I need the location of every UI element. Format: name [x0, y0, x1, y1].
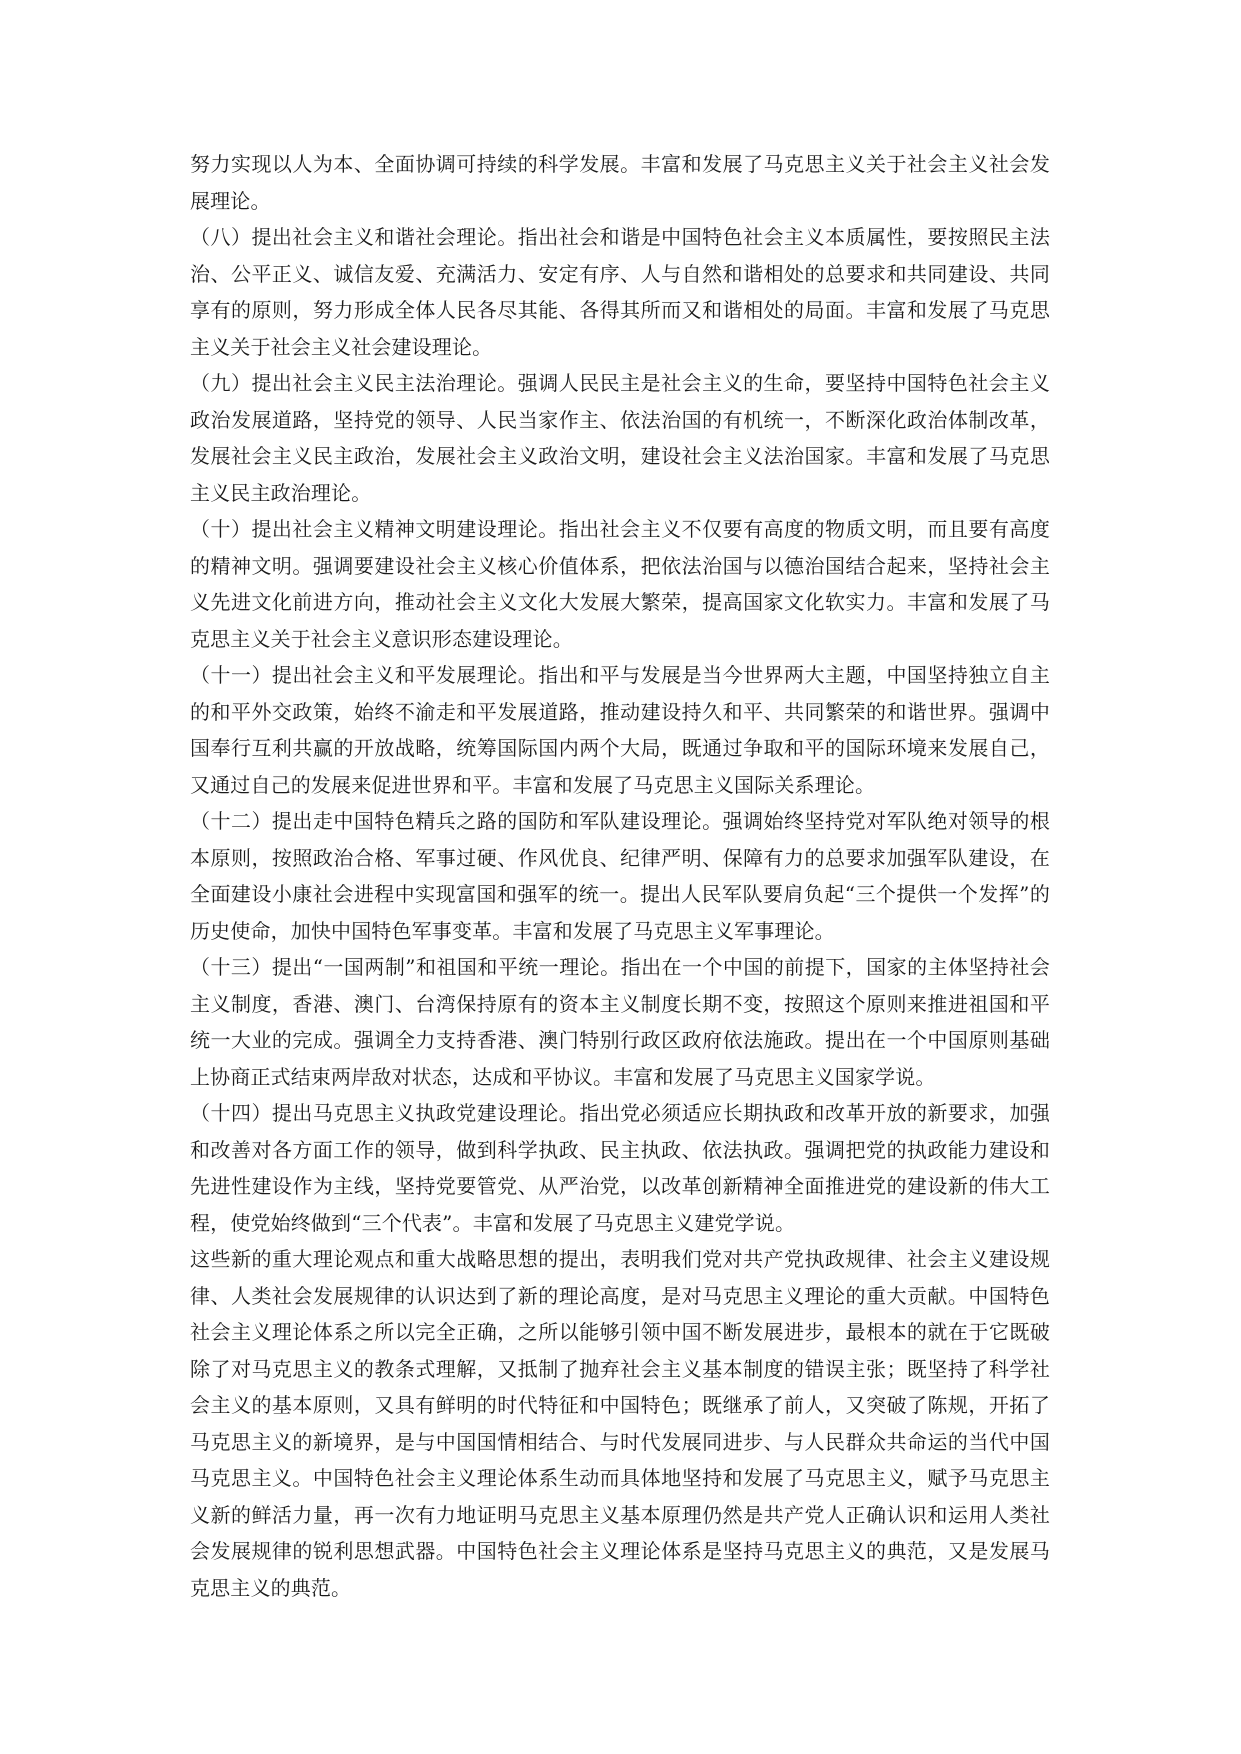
- paragraph-section-9: （九）提出社会主义民主法治理论。强调人民民主是社会主义的生命，要坚持中国特色社会主义政治发展道路，坚持党的领导、人民当家作主、依法治国的有机统一，不断深化政治体制改革，发展社会主义民主政治，发展社会主义政治文明，建设社会主义法治国家。丰富和发展了马克思主义民主政治理论。: [190, 371, 1050, 505]
- paragraph-section-10: （十）提出社会主义精神文明建设理论。指出社会主义不仅要有高度的物质文明，而且要有高度的精神文明。强调要建设社会主义核心价值体系，把依法治国与以德治国结合起来，坚持社会主义先进文化前进方向，推动社会主义文化大发展大繁荣，提高国家文化软实力。丰富和发展了马克思主义关于社会主义意识形态建设理论。: [190, 517, 1050, 651]
- paragraph-continuation: 努力实现以人为本、全面协调可持续的科学发展。丰富和发展了马克思主义关于社会主义社会发展理论。: [190, 152, 1050, 213]
- document-body: [190, 146, 1050, 1606]
- paragraph-section-12: （十二）提出走中国特色精兵之路的国防和军队建设理论。强调始终坚持党对军队绝对领导的根本原则，按照政治合格、军事过硬、作风优良、纪律严明、保障有力的总要求加强军队建设，在全面建设小康社会进程中实现富国和强军的统一。提出人民军队要肩负起“三个提供一个发挥”的历史使命，加快中国特色军事变革。丰富和发展了马克思主义军事理论。: [190, 809, 1050, 943]
- paragraph-conclusion: 这些新的重大理论观点和重大战略思想的提出，表明我们党对共产党执政规律、社会主义建设规律、人类社会发展规律的认识达到了新的理论高度，是对马克思主义理论的重大贡献。中国特色社会主义理论体系之所以完全正确，之所以能够引领中国不断发展进步，最根本的就在于它既破除了对马克思主义的教条式理解，又抵制了抛弃社会主义基本制度的错误主张；既坚持了科学社会主义的基本原则，又具有鲜明的时代特征和中国特色；既继承了前人，又突破了陈规，开拓了马克思主义的新境界，是与中国国情相结合、与时代发展同进步、与人民群众共命运的当代中国马克思主义。中国特色社会主义理论体系生动而具体地坚持和发展了马克思主义，赋予马克思主义新的鲜活力量，再一次有力地证明马克思主义基本原理仍然是共产党人正确认识和运用人类社会发展规律的锐利思想武器。中国特色社会主义理论体系是坚持马克思主义的典范，又是发展马克思主义的典范。: [190, 1247, 1050, 1600]
- paragraph-section-13: （十三）提出“一国两制”和祖国和平统一理论。指出在一个中国的前提下，国家的主体坚持社会主义制度，香港、澳门、台湾保持原有的资本主义制度长期不变，按照这个原则来推进祖国和平统一大业的完成。强调全力支持香港、澳门特别行政区政府依法施政。提出在一个中国原则基础上协商正式结束两岸敌对状态，达成和平协议。丰富和发展了马克思主义国家学说。: [190, 955, 1050, 1089]
- paragraph-section-8: （八）提出社会主义和谐社会理论。指出社会和谐是中国特色社会主义本质属性，要按照民主法治、公平正义、诚信友爱、充满活力、安定有序、人与自然和谐相处的总要求和共同建设、共同享有的原则，努力形成全体人民各尽其能、各得其所而又和谐相处的局面。丰富和发展了马克思主义关于社会主义社会建设理论。: [190, 225, 1050, 359]
- paragraph-section-11: （十一）提出社会主义和平发展理论。指出和平与发展是当今世界两大主题，中国坚持独立自主的和平外交政策，始终不渝走和平发展道路，推动建设持久和平、共同繁荣的和谐世界。强调中国奉行互利共赢的开放战略，统筹国际国内两个大局，既通过争取和平的国际环境来发展自己，又通过自己的发展来促进世界和平。丰富和发展了马克思主义国际关系理论。: [190, 663, 1050, 797]
- paragraph-section-14: （十四）提出马克思主义执政党建设理论。指出党必须适应长期执政和改革开放的新要求，加强和改善对各方面工作的领导，做到科学执政、民主执政、依法执政。强调把党的执政能力建设和先进性建设作为主线，坚持党要管党、从严治党，以改革创新精神全面推进党的建设新的伟大工程，使党始终做到“三个代表”。丰富和发展了马克思主义建党学说。: [190, 1101, 1050, 1235]
